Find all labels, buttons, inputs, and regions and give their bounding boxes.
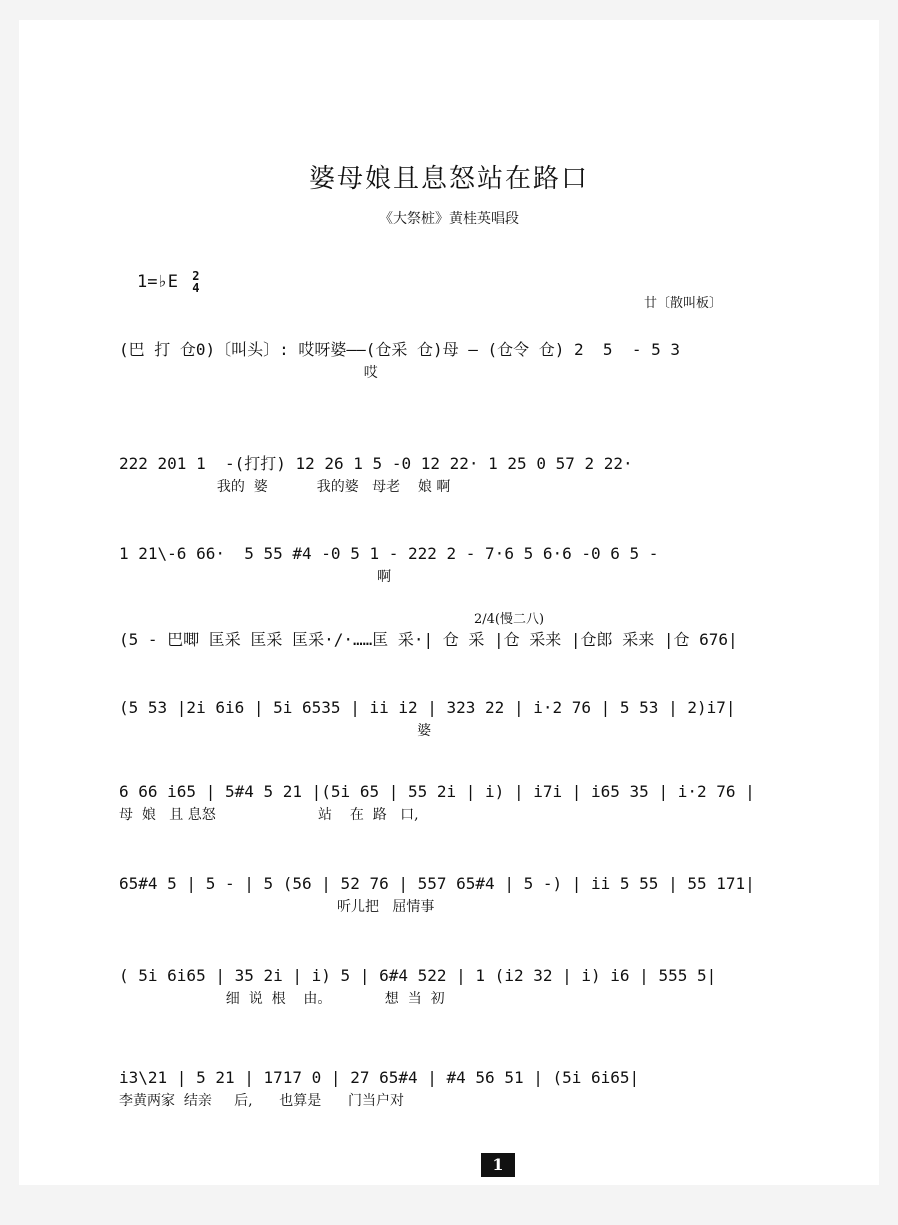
notation-line: 65#4 5 | 5 - | 5 (56 | 52 76 | 557 65#4 | 5 -) | ii 5 55 | 55 171| [119,874,755,893]
score-line-4 [119,628,809,674]
notation-line: 222 201 1 -(打打) 12 26 1 5 -0 12 22· 1 25 0 57 2 22· [119,454,633,473]
time-sig-denominator: 4 [192,281,200,295]
page-number: 1 [481,1153,515,1177]
tempo-mark: 廿〔散叫板〕 [644,296,723,311]
score-line-5 [119,696,809,742]
score-line-7 [119,872,809,918]
score-page [19,20,879,1185]
time-sig-numerator: 2 [192,269,200,283]
key-signature [137,270,199,294]
score-line-9 [119,1066,809,1112]
lyric-line: 我的 婆 我的婆 母老 娘 啊 [119,479,451,495]
notation-line: i3\21 | 5 21 | 1717 0 | 27 65#4 | #4 56 51 | (5i 6i65| [119,1068,640,1087]
notation-line: (巴 打 仓0)〔叫头〕: 哎呀婆——(仓采 仓)母 — (仓令 仓) 2 5 - 5 3 [119,340,680,359]
notation-line: (5 - 巴唧 匡采 匡采 匡采·/·……匡 采·| 仓 采 |仓 采来 |仓郎 采来 |仓 676| [119,630,738,649]
score-line-2 [119,452,809,498]
lyric-line: 啊 [119,569,392,585]
notation-line: 1 21\-6 66· 5 55 #4 -0 5 1 - 222 2 - 7·6 5 6·6 -0 6 5 - [119,544,659,563]
lyric-line: 李黄两家 结亲 后, 也算是 门当户对 [119,1093,405,1109]
lyric-line: 哎 [119,365,378,381]
lyric-line [119,652,809,674]
page-subtitle: 《大祭桩》黄桂英唱段 [379,211,519,227]
key-label: 1=♭E [137,272,178,292]
time-signature [192,270,199,294]
score-line-3 [119,542,809,588]
notation-line: 6 66 i65 | 5#4 5 21 |(5i 65 | 55 2i | i) | i7i | i65 35 | i·2 76 | [119,782,755,801]
score-line-8 [119,964,809,1010]
lyric-line: 婆 [119,723,432,739]
notation-line: (5 53 |2i 6i6 | 5i 6535 | ii i2 | 323 22 | i·2 76 | 5 53 | 2)i7| [119,698,736,717]
lyric-line: 母 娘 且 息怒 站 在 路 口, [119,807,419,823]
section-tempo-mark: 2/4(慢二八) [474,612,545,627]
lyric-line: 听儿把 屈情事 [119,899,435,915]
score-line-6 [119,780,809,826]
notation-line: ( 5i 6i65 | 35 2i | i) 5 | 6#4 522 | 1 (i2 32 | i) i6 | 555 5| [119,966,717,985]
score-line-1 [119,338,809,384]
page-title: 婆母娘且息怒站在路口 [308,164,589,194]
lyric-line: 细 说 根 由。 想 当 初 [119,991,445,1007]
